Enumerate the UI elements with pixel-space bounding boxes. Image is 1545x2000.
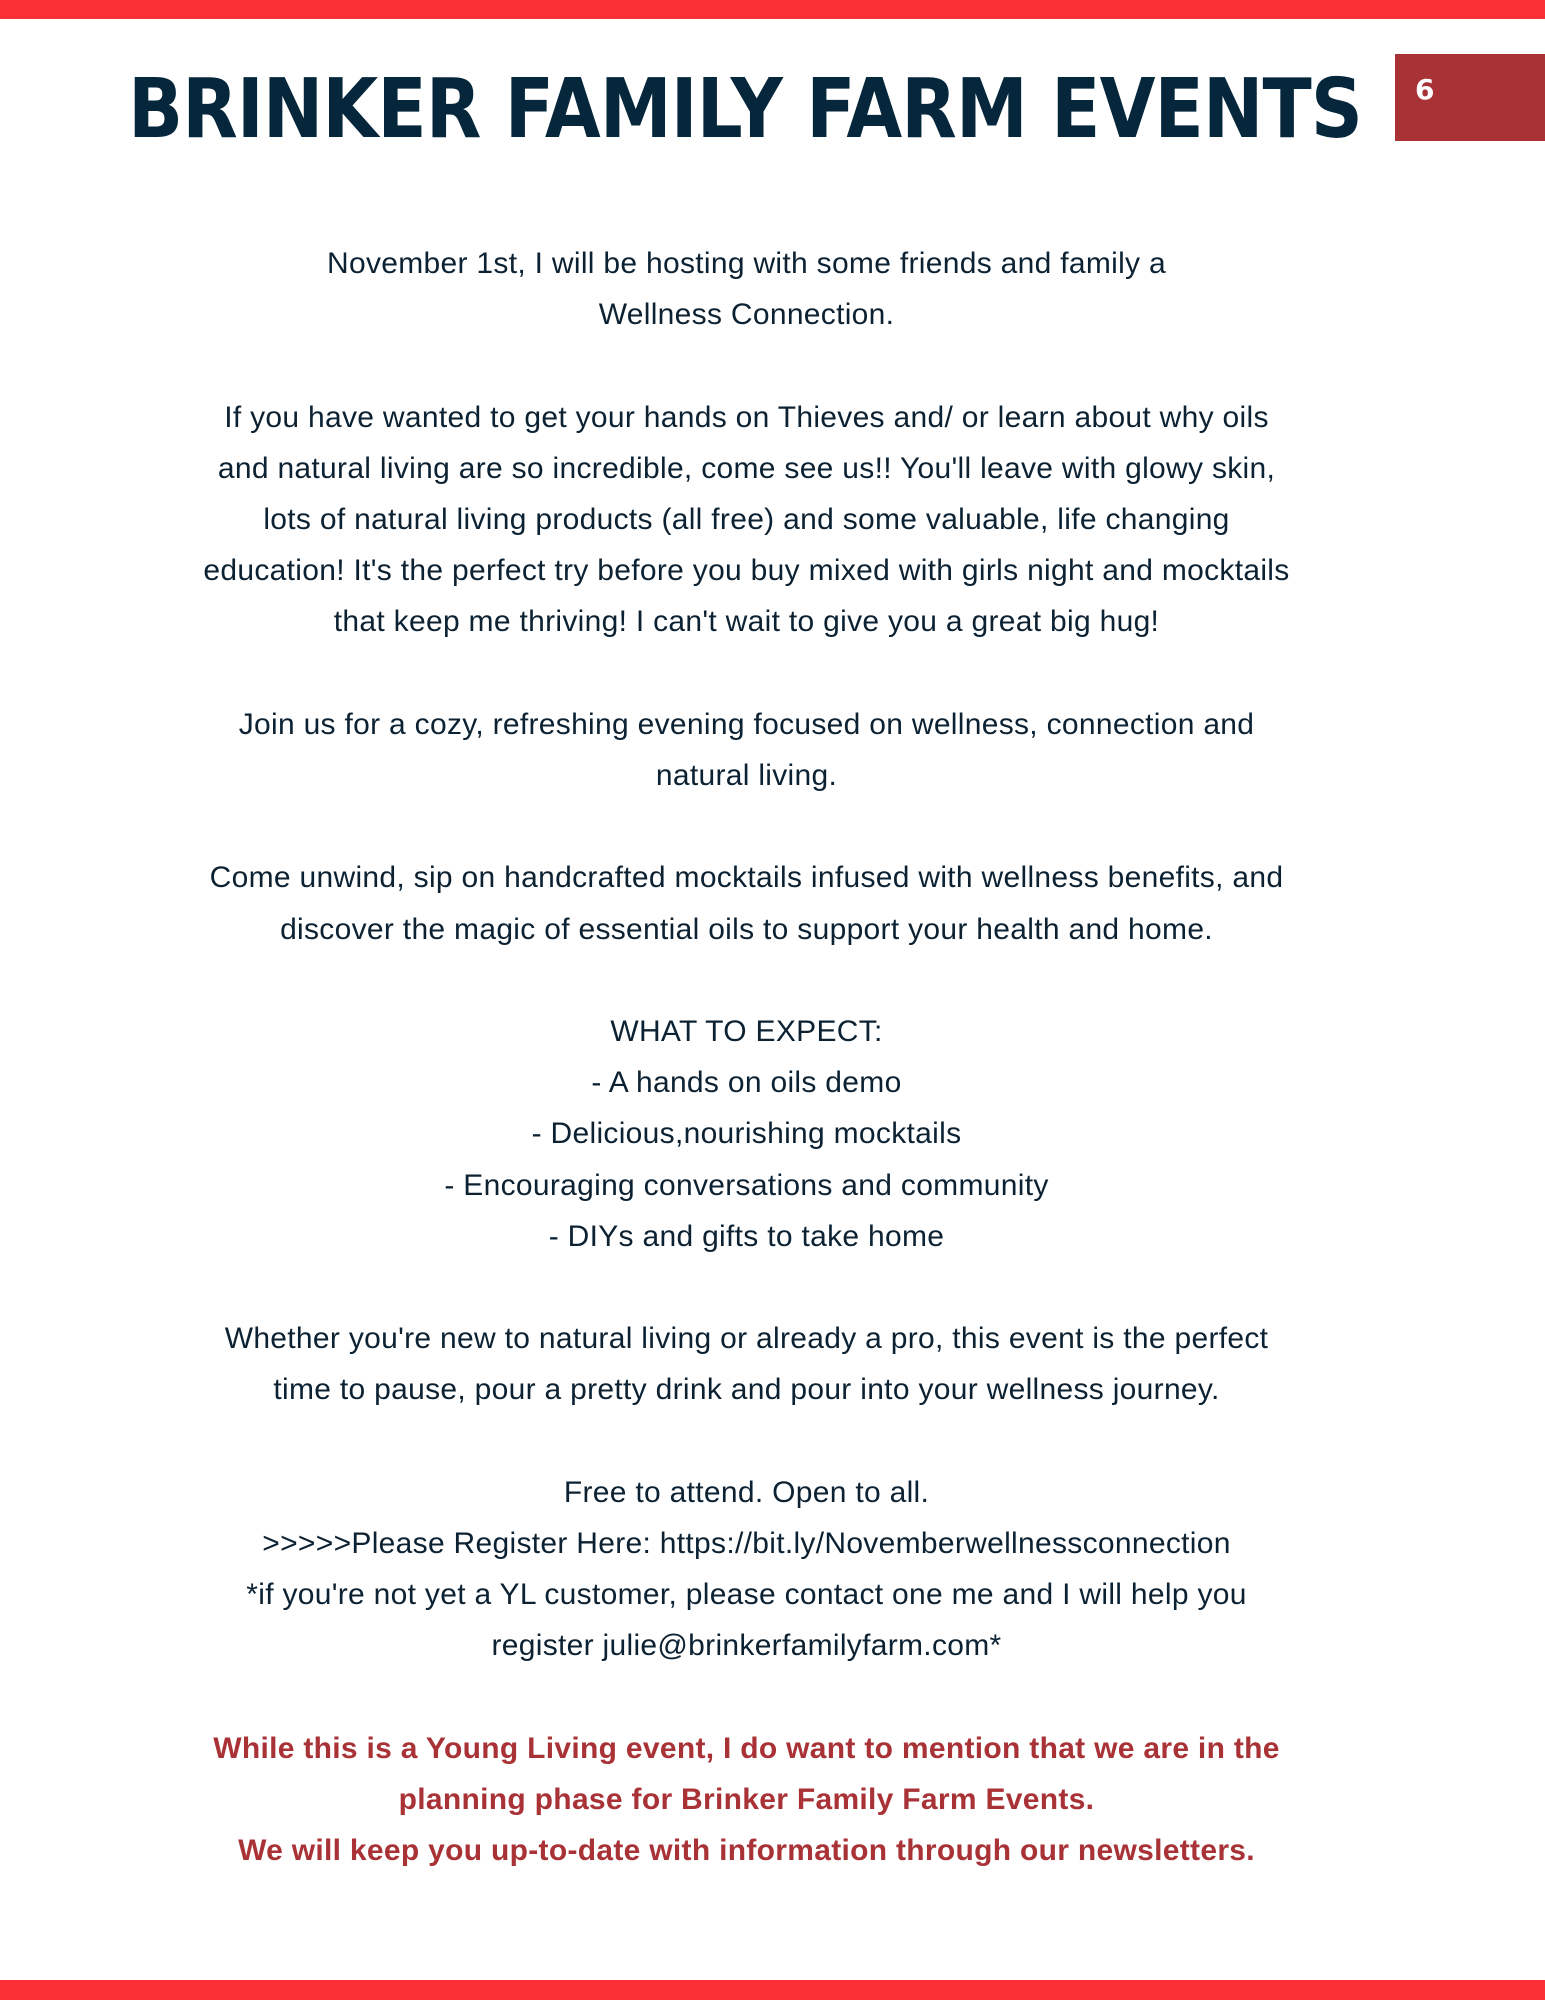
page-number: 6 bbox=[1415, 73, 1435, 106]
paragraph-spacer bbox=[150, 955, 1343, 1006]
thieves-paragraph bbox=[150, 392, 1343, 648]
thieves-line: that keep me thriving! I can't wait to give you a great big hug! bbox=[333, 605, 1160, 639]
page-title: BRINKER FAMILY FARM EVENTS bbox=[128, 62, 1362, 157]
notice-line: While this is a Young Living event, I do want to mention that we are in the bbox=[213, 1731, 1280, 1765]
intro-paragraph bbox=[150, 238, 1343, 340]
contact-email-text: register julie@brinkerfamilyfarm.com* bbox=[491, 1629, 1002, 1663]
what-to-expect-heading: WHAT TO EXPECT: bbox=[610, 1014, 883, 1048]
notice-line: planning phase for Brinker Family Farm Events. bbox=[398, 1782, 1095, 1816]
paragraph-spacer bbox=[150, 340, 1343, 391]
expect-list-item: - A hands on oils demo bbox=[591, 1066, 902, 1100]
join-line: Join us for a cozy, refreshing evening focused on wellness, connection and bbox=[238, 707, 1255, 741]
paragraph-spacer bbox=[150, 1262, 1343, 1313]
unwind-line: discover the magic of essential oils to support your health and home. bbox=[280, 912, 1213, 946]
paragraph-spacer bbox=[150, 801, 1343, 852]
what-to-expect-section bbox=[150, 1006, 1343, 1262]
notice-line: We will keep you up-to-date with information through our newsletters. bbox=[238, 1834, 1255, 1868]
unwind-paragraph bbox=[150, 852, 1343, 954]
paragraph-spacer bbox=[150, 1672, 1343, 1723]
farm-events-notice bbox=[150, 1723, 1343, 1877]
whether-paragraph bbox=[150, 1313, 1343, 1415]
yl-customer-note: *if you're not yet a YL customer, please contact one me and I will help you bbox=[246, 1578, 1247, 1612]
paragraph-spacer bbox=[150, 648, 1343, 699]
free-to-attend-text: Free to attend. Open to all. bbox=[563, 1475, 930, 1509]
bottom-accent-bar bbox=[0, 1980, 1545, 2000]
paragraph-spacer bbox=[150, 1416, 1343, 1467]
thieves-line: education! It's the perfect try before you buy mixed with girls night and mocktails bbox=[203, 554, 1290, 588]
page-number-badge bbox=[1395, 54, 1545, 141]
intro-line: Wellness Connection. bbox=[598, 298, 895, 332]
thieves-line: lots of natural living products (all free) and some valuable, life changing bbox=[263, 503, 1230, 536]
expect-list-item: - Delicious,nourishing mocktails bbox=[531, 1117, 962, 1151]
registration-section bbox=[150, 1467, 1343, 1672]
expect-list-item: - DIYs and gifts to take home bbox=[548, 1219, 945, 1253]
register-link-text: >>>>>Please Register Here: https://bit.ly/Novemberwellnessconnection bbox=[262, 1526, 1231, 1560]
thieves-line: If you have wanted to get your hands on Thieves and/ or learn about why oils bbox=[224, 400, 1269, 434]
top-accent-bar bbox=[0, 0, 1545, 19]
whether-line: time to pause, pour a pretty drink and pour into your wellness journey. bbox=[273, 1373, 1220, 1407]
expect-list-item: - Encouraging conversations and community bbox=[444, 1168, 1049, 1202]
unwind-line: Come unwind, sip on handcrafted mocktails infused with wellness benefits, and bbox=[209, 861, 1284, 895]
join-line: natural living. bbox=[655, 759, 838, 792]
intro-line: November 1st, I will be hosting with some friends and family a bbox=[327, 247, 1166, 280]
event-description bbox=[150, 238, 1343, 1876]
join-paragraph bbox=[150, 699, 1343, 801]
thieves-line: and natural living are so incredible, come see us!! You'll leave with glowy skin, bbox=[217, 451, 1276, 485]
whether-line: Whether you're new to natural living or already a pro, this event is the perfect bbox=[224, 1322, 1269, 1356]
